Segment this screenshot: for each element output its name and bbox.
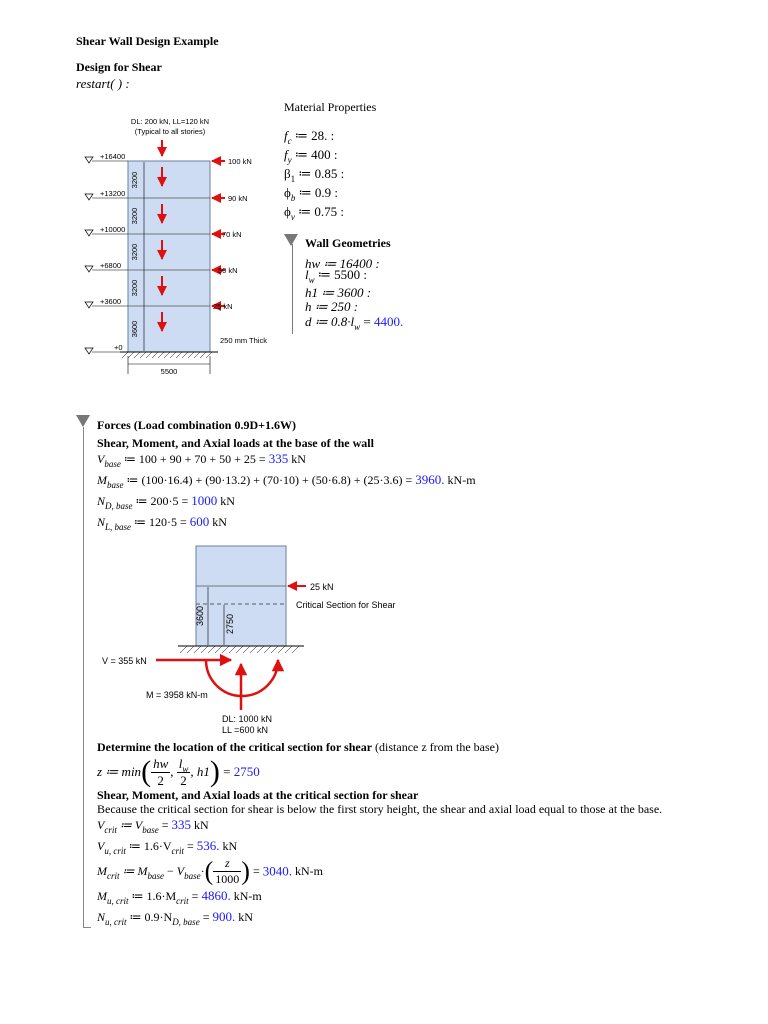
- dim-3600: 3600: [195, 605, 205, 627]
- lateral-load-label: 70 kN: [222, 230, 242, 239]
- wall-elevation-figure: [70, 112, 280, 377]
- geometry-hw: hw ≔ 16400 :: [305, 256, 380, 271]
- story-height-dim: 3200: [130, 171, 139, 189]
- geometry-d: d ≔ $0.8\cdot l_w = 4400$.: [305, 314, 404, 332]
- result-value: 2750: [233, 764, 260, 779]
- result-value: 4400.: [373, 314, 404, 329]
- level-label: +3600: [100, 297, 122, 306]
- width-dim: 5500: [160, 367, 178, 376]
- result-value: 335: [268, 451, 289, 466]
- geometry-lw: $l_w$ ≔ 5500 :: [305, 267, 368, 285]
- section-bracket-end: [83, 927, 91, 928]
- geometry-h: h ≔ 250 :: [305, 299, 359, 314]
- result-value: 1000: [191, 493, 218, 508]
- collapse-triangle-icon[interactable]: [76, 415, 90, 427]
- geometry-heading: Wall Geometries: [305, 236, 391, 250]
- eq-nd-base: $N_{D, base}$ ≔ 200·5 = 1000 kN: [97, 493, 235, 511]
- eq-nu-crit: $N_{u, crit}$ ≔ $0.9\cdot N_{D, base} = 900$. kN: [97, 909, 253, 927]
- critical-section-label: Critical Section for Shear: [296, 600, 396, 610]
- material-row-fc: $f_c$ ≔ 28. :: [284, 128, 335, 146]
- forces-subheading: Shear, Moment, and Axial loads at the base of the wall: [97, 436, 374, 450]
- eq-m-crit: $M_{crit}$ ≔ $M_{base} - V_{base}\cdot$( $\frac{z}{1000}$ ) = 3040. kN-m: [97, 856, 323, 886]
- design-heading: Design for Shear: [76, 60, 162, 74]
- critical-subheading: Shear, Moment, and Axial loads at the critical section for shear: [97, 788, 419, 802]
- story-height-dim: 3200: [130, 243, 139, 261]
- page-title: Shear Wall Design Example: [76, 34, 219, 48]
- result-value: 335: [171, 817, 191, 832]
- level-label: +13200: [100, 189, 126, 198]
- load-25-label: 25 kN: [310, 582, 334, 592]
- section-bracket: [83, 427, 84, 927]
- eq-vu-crit: $V_{u, crit}$ ≔ $1.6\cdot V_{crit} = 536$. kN: [97, 838, 238, 856]
- lateral-load-label: 25 kN: [213, 302, 233, 311]
- geometry-h1: h1 ≔ 3600 :: [305, 285, 372, 300]
- v-label: V = 355 kN: [102, 656, 147, 666]
- result-value: 3040.: [262, 863, 292, 879]
- restart-command[interactable]: restart( ) :: [76, 76, 130, 91]
- result-value: 600: [189, 514, 210, 529]
- eq-nl-base: $N_{L, base}$ ≔ 120·5 = 600 kN: [97, 514, 227, 532]
- result-value: 536.: [196, 838, 220, 853]
- section-bracket: [292, 244, 293, 334]
- level-label: +0: [114, 343, 123, 352]
- eq-v-crit: $V_{crit}$ ≔ $V_{base} = 335$ kN: [97, 817, 209, 835]
- critical-heading: Determine the location of the critical section for shear (distance z from the base): [97, 740, 499, 754]
- material-heading: Material Properties: [284, 100, 377, 114]
- dl-note: DL: 200 kN, LL=120 kN: [130, 117, 210, 126]
- material-row-fy: $f_y$ ≔ 400 :: [284, 147, 338, 165]
- eq-m-base: $M_{base}$ ≔ (100·16.4) + (90·13.2) + (70·10) + (50·6.8) + (25·3.6) = 3960. kN-m: [97, 472, 476, 490]
- material-row-beta1: $\beta_1$ ≔ 0.85 :: [284, 166, 345, 184]
- forces-heading: Forces (Load combination 0.9D+1.6W): [97, 418, 296, 432]
- critical-explanation: Because the critical section for shear is below the first story height, the shear and axial load equal to those at the base.: [97, 802, 663, 816]
- story-height-dim: 3200: [130, 207, 139, 225]
- material-row-phiv: $\phi_v$ ≔ 0.75 :: [284, 204, 344, 222]
- typical-note: (Typical to all stories): [134, 127, 206, 136]
- base-force-figure: [96, 540, 426, 740]
- dim-2750: 2750: [225, 613, 235, 635]
- eq-v-base: $V_{base}$ ≔ 100 + 90 + 70 + 50 + 25 = 335 kN: [97, 451, 306, 469]
- ll-label: LL =600 kN: [222, 725, 268, 735]
- level-label: +16400: [100, 152, 126, 161]
- material-row-phib: $\phi_b$ ≔ 0.9 :: [284, 185, 338, 203]
- lateral-load-label: 50 kN: [218, 266, 238, 275]
- eq-mu-crit: $M_{u, crit}$ ≔ $1.6\cdot M_{crit} = 4860$. kN-m: [97, 888, 262, 906]
- result-value: 3960.: [415, 472, 445, 487]
- wall-body: [196, 546, 286, 646]
- wall-body: [128, 161, 210, 352]
- m-label: M = 3958 kN-m: [146, 690, 208, 700]
- story-height-dim: 3200: [130, 279, 139, 297]
- collapse-triangle-icon[interactable]: [284, 234, 298, 246]
- eq-z: z ≔ min( $\frac{hw}{2}$ , $\frac{l_w}{2}$ , h1) = 2750: [97, 755, 260, 788]
- thickness-note: 250 mm Thick: [220, 336, 267, 345]
- lateral-load-label: 90 kN: [228, 194, 248, 203]
- level-label: +6800: [100, 261, 122, 270]
- story-height-dim: 3600: [130, 320, 139, 338]
- result-value: 4860.: [201, 888, 231, 903]
- result-value: 900.: [212, 909, 236, 924]
- dl-label: DL: 1000 kN: [222, 714, 273, 724]
- level-label: +10000: [100, 225, 126, 234]
- lateral-load-label: 100 kN: [228, 157, 252, 166]
